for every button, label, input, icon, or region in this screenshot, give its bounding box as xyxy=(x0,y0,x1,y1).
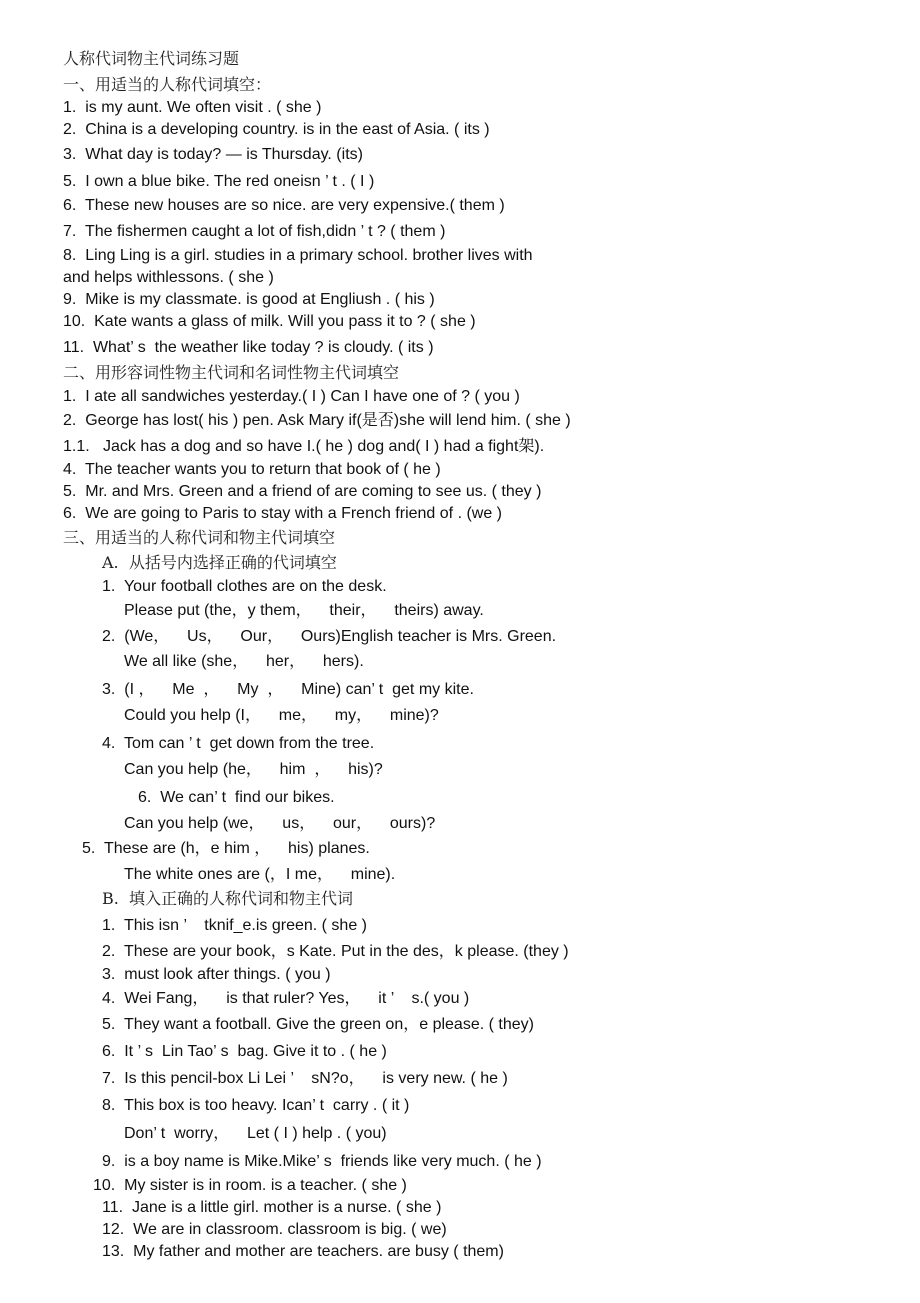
question-item-continuation: Can you help (we， us， our， ours)? xyxy=(124,815,436,832)
question-item: 2. (We， Us， Our， Ours)English teacher is Mrs. Green. xyxy=(102,628,557,645)
question-item: 3. (I ， Me ， My ， Mine) can’ t get my kite. xyxy=(102,681,474,698)
question-item: 2. George has lost( his ) pen. Ask Mary if(是否)she will lend him. ( she ) xyxy=(63,412,571,429)
question-item: 8. Ling Ling is a girl. studies in a primary school. brother lives with xyxy=(63,247,533,264)
question-item: 13. My father and mother are teachers. are busy ( them) xyxy=(102,1243,504,1260)
question-item-continuation: Don’ t worry， Let ( I ) help . ( you) xyxy=(124,1125,387,1142)
question-item: 2. China is a developing country. is in the east of Asia. ( its ) xyxy=(63,121,490,138)
question-item-continuation: The white ones are (，I me， mine). xyxy=(124,866,396,883)
question-item-continuation: Please put (the，y them， their， theirs) away. xyxy=(124,602,484,619)
question-item-continuation: Can you help (he， him ， his)? xyxy=(124,761,383,778)
part-b-heading: B. 填入正确的人称代词和物主代词 xyxy=(102,889,354,908)
question-item: 12. We are in classroom. classroom is big. ( we) xyxy=(102,1221,447,1238)
question-item: 5. These are (h，e him ， his) planes. xyxy=(82,840,370,857)
question-item: 7. Is this pencil-box Li Lei ’ sN?o， is very new. ( he ) xyxy=(102,1070,508,1087)
section-1-heading: 一、用适当的人称代词填空： xyxy=(63,75,272,94)
question-item: 11. What’ s the weather like today ? is cloudy. ( its ) xyxy=(63,339,434,356)
question-item: 1.1. Jack has a dog and so have I.( he ) dog and( I ) had a fight架). xyxy=(63,438,545,455)
question-item: 11. Jane is a little girl. mother is a nurse. ( she ) xyxy=(102,1199,442,1216)
question-item: 1. Your football clothes are on the desk. xyxy=(102,578,387,595)
question-item: 6. These new houses are so nice. are very expensive.( them ) xyxy=(63,197,505,214)
question-item: 10. Kate wants a glass of milk. Will you pass it to ? ( she ) xyxy=(63,313,476,330)
question-item: 2. These are your book，s Kate. Put in the des，k please. (they ) xyxy=(102,943,569,960)
section-3-heading: 三、用适当的人称代词和物主代词填空 xyxy=(63,528,336,547)
question-item: 1. I ate all sandwiches yesterday.( I ) Can I have one of ? ( you ) xyxy=(63,388,520,405)
question-item: 3. must look after things. ( you ) xyxy=(102,966,331,983)
page-title: 人称代词物主代词练习题 xyxy=(63,49,240,68)
question-item: 4. The teacher wants you to return that book of ( he ) xyxy=(63,461,441,478)
question-item: 10. My sister is in room. is a teacher. ( she ) xyxy=(93,1177,407,1194)
part-a-heading: A. 从括号内选择正确的代词填空 xyxy=(102,553,337,572)
question-item: 5. They want a football. Give the green on，e please. ( they) xyxy=(102,1016,534,1033)
question-item-continuation: We all like (she， her， hers). xyxy=(124,653,364,670)
question-item: 5. I own a blue bike. The red oneisn ’ t . ( I ) xyxy=(63,173,375,190)
question-item: 9. Mike is my classmate. is good at Engliush . ( his ) xyxy=(63,291,435,308)
question-item-continuation: and helps withlessons. ( she ) xyxy=(63,269,274,286)
question-item: 7. The fishermen caught a lot of fish,didn ’ t ? ( them ) xyxy=(63,223,446,240)
question-item: 5. Mr. and Mrs. Green and a friend of are coming to see us. ( they ) xyxy=(63,483,542,500)
question-item: 1. This isn ’ tknif_e.is green. ( she ) xyxy=(102,917,367,934)
question-item: 3. What day is today? — is Thursday. (its) xyxy=(63,146,363,163)
question-item: 4. Wei Fang， is that ruler? Yes， it ’ s.( you ) xyxy=(102,990,470,1007)
question-item: 6. It ’ s Lin Tao’ s bag. Give it to . ( he ) xyxy=(102,1043,387,1060)
question-item-continuation: Could you help (I， me， my， mine)? xyxy=(124,707,439,724)
question-item: 1. is my aunt. We often visit . ( she ) xyxy=(63,99,322,116)
section-2-heading: 二、用形容词性物主代词和名词性物主代词填空 xyxy=(63,363,400,382)
question-item: 4. Tom can ’ t get down from the tree. xyxy=(102,735,375,752)
question-item: 9. is a boy name is Mike.Mike’ s friends like very much. ( he ) xyxy=(102,1153,542,1170)
question-item: 6. We can’ t find our bikes. xyxy=(138,789,335,806)
question-item: 8. This box is too heavy. Ican’ t carry . ( it ) xyxy=(102,1097,410,1114)
question-item: 6. We are going to Paris to stay with a French friend of . (we ) xyxy=(63,505,503,522)
